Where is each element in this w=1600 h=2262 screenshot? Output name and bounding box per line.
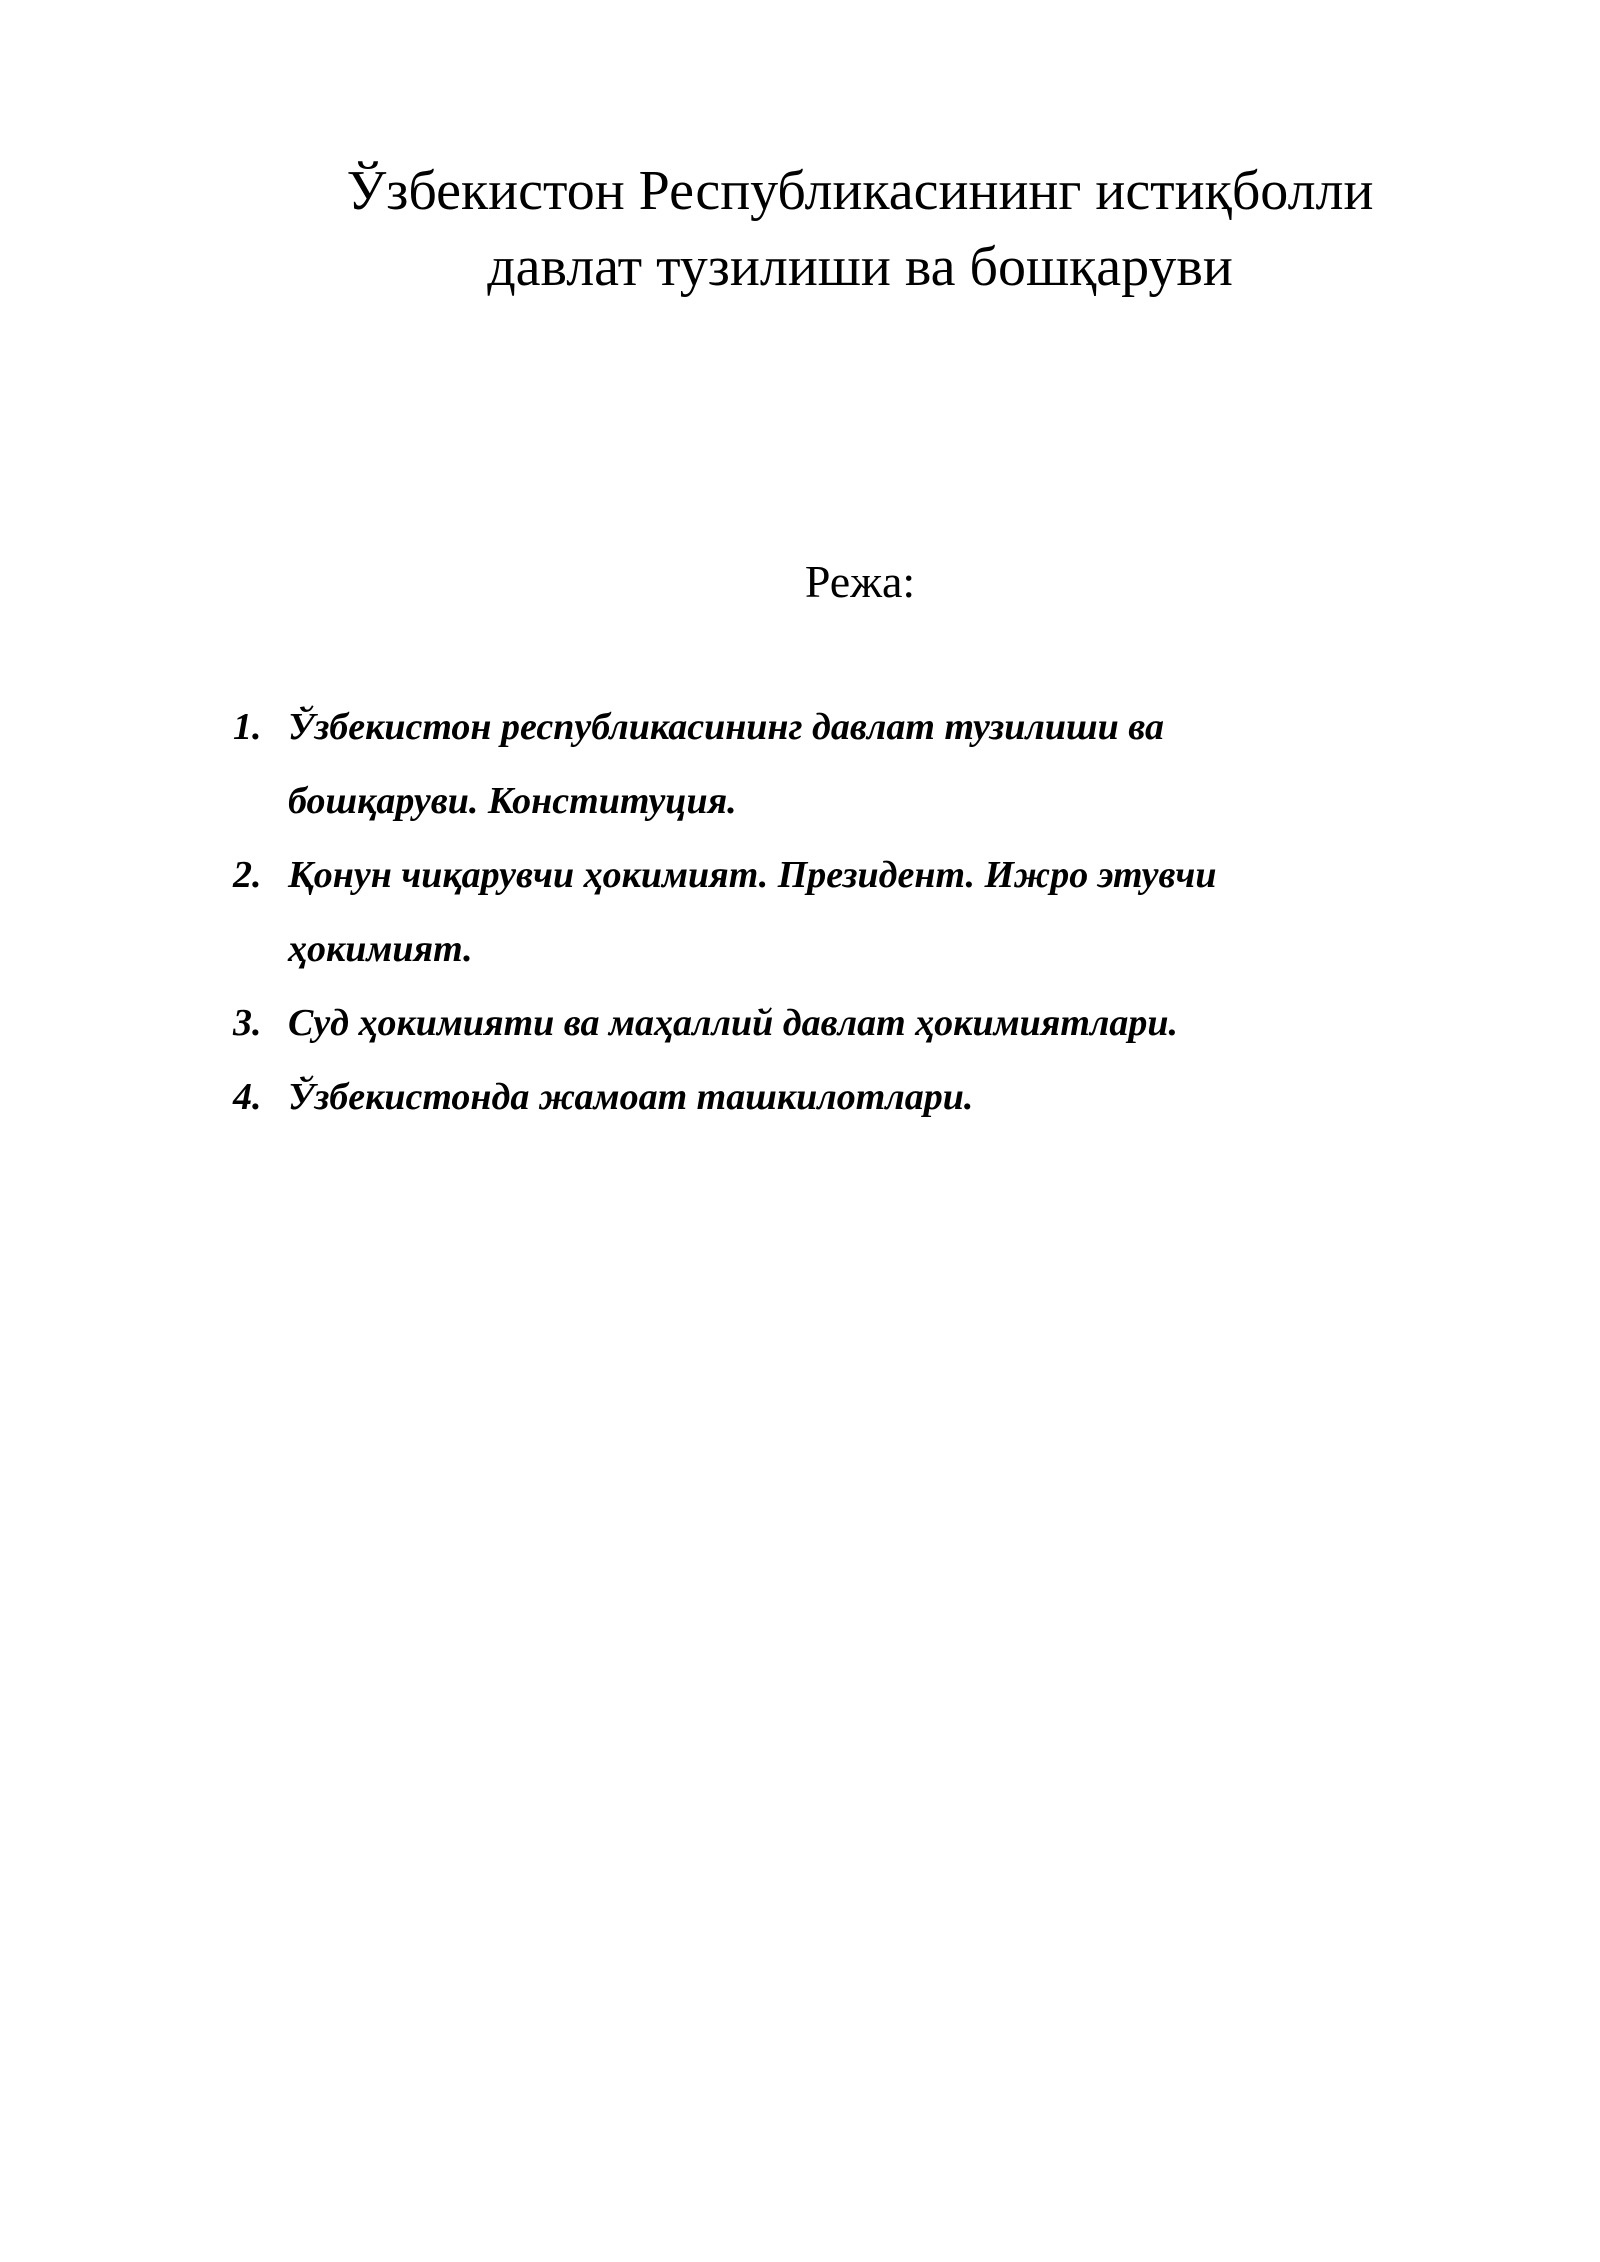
plan-item-number: 4. bbox=[233, 1076, 262, 1118]
plan-item-text bbox=[288, 838, 1433, 986]
plan-heading: Режа: bbox=[804, 556, 916, 607]
plan-item-text bbox=[288, 986, 1433, 1060]
plan-item-1 bbox=[233, 690, 1433, 838]
plan-list bbox=[233, 690, 1433, 1134]
plan-item-number: 2. bbox=[233, 854, 262, 896]
document-title bbox=[300, 153, 1420, 305]
plan-item-line: бошқаруви. Конституция. bbox=[288, 780, 737, 822]
plan-item-line: Қонун чиқарувчи ҳокимият. Президент. Ижро этувчи bbox=[288, 854, 1217, 896]
plan-item-4 bbox=[233, 1060, 1433, 1134]
plan-item-text bbox=[288, 690, 1433, 838]
plan-item-line: Ўзбекистонда жамоат ташкилотлари. bbox=[288, 1076, 974, 1118]
plan-item-3 bbox=[233, 986, 1433, 1060]
title-line-2: давлат тузилиши ва бошқаруви bbox=[487, 236, 1233, 298]
plan-item-line: ҳокимият. bbox=[288, 928, 473, 970]
plan-item-2 bbox=[233, 838, 1433, 986]
plan-item-text bbox=[288, 1060, 1433, 1134]
plan-item-line: Ўзбекистон республикасининг давлат тузилиши ва bbox=[288, 706, 1165, 748]
plan-item-number: 3. bbox=[233, 1002, 262, 1044]
plan-item-number: 1. bbox=[233, 706, 262, 748]
plan-item-line: Суд ҳокимияти ва маҳаллий давлат ҳокимиятлари. bbox=[288, 1002, 1179, 1044]
title-line-1: Ўзбекистон Республикасининг истиқболли bbox=[346, 160, 1374, 222]
